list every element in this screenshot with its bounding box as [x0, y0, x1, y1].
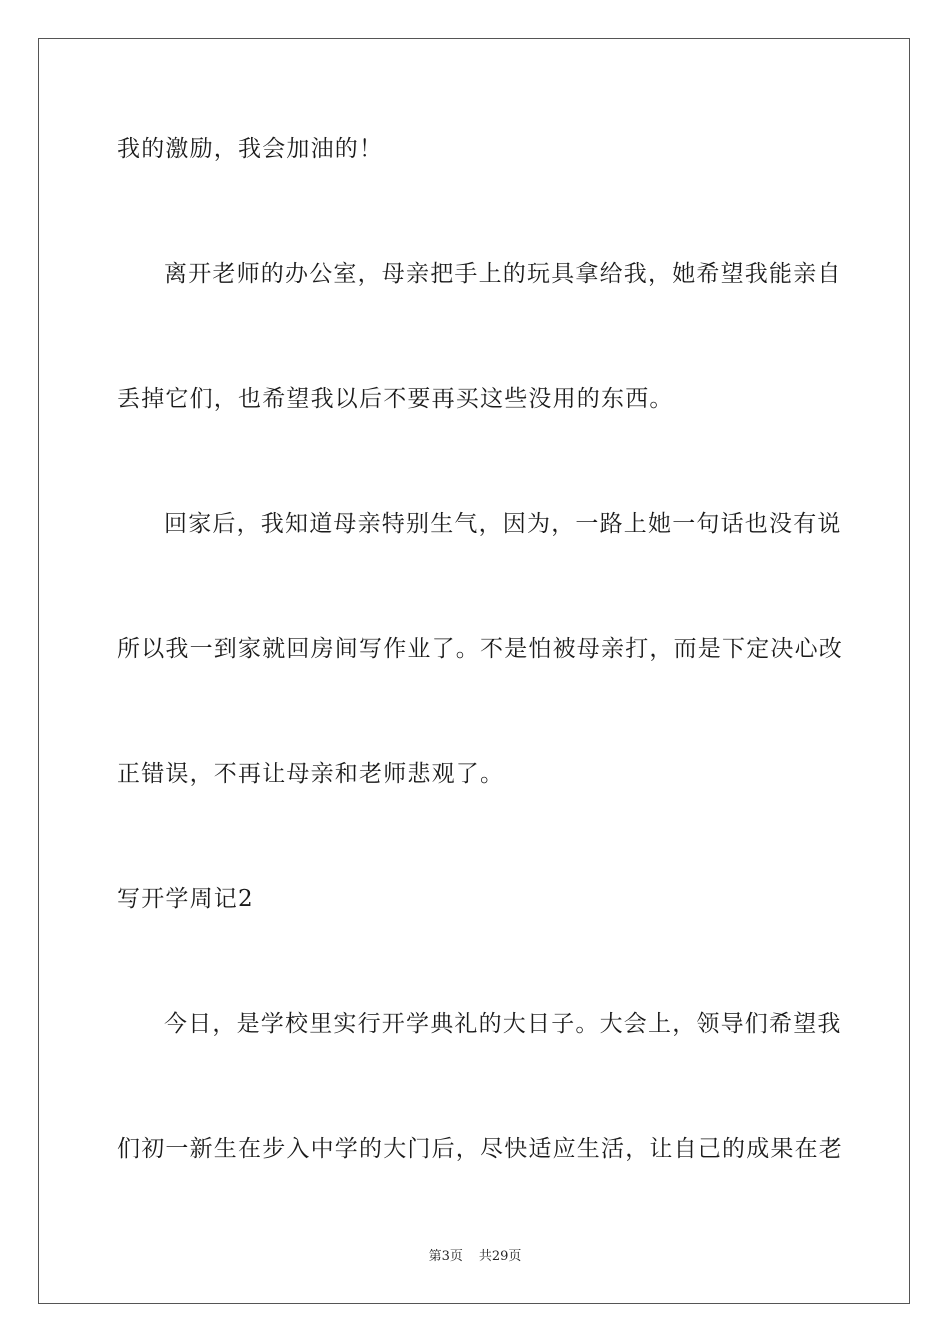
text-line: 们初一新生在步入中学的大门后，尽快适应生活，让自己的成果在老 [117, 1136, 843, 1162]
text-line: 我的激励，我会加油的！ [117, 136, 384, 162]
page-footer [0, 1248, 950, 1266]
section-heading: 写开学周记2 [117, 886, 254, 912]
text-line: 丢掉它们，也希望我以后不要再买这些没用的东西。 [117, 386, 674, 412]
page-total: 共29页 [478, 1249, 522, 1264]
paragraph-start-line: 离开老师的办公室，母亲把手上的玩具拿给我，她希望我能亲自 [164, 261, 842, 287]
text-line: 所以我一到家就回房间写作业了。不是怕被母亲打，而是下定决心改 [117, 636, 843, 662]
page-number: 第3页 [428, 1249, 463, 1264]
paragraph-start-line: 回家后，我知道母亲特别生气，因为，一路上她一句话也没有说 [164, 511, 842, 537]
text-line: 正错误，不再让母亲和老师悲观了。 [117, 761, 505, 787]
paragraph-start-line: 今日，是学校里实行开学典礼的大日子。大会上，领导们希望我 [164, 1011, 842, 1037]
page-border [38, 38, 910, 1304]
